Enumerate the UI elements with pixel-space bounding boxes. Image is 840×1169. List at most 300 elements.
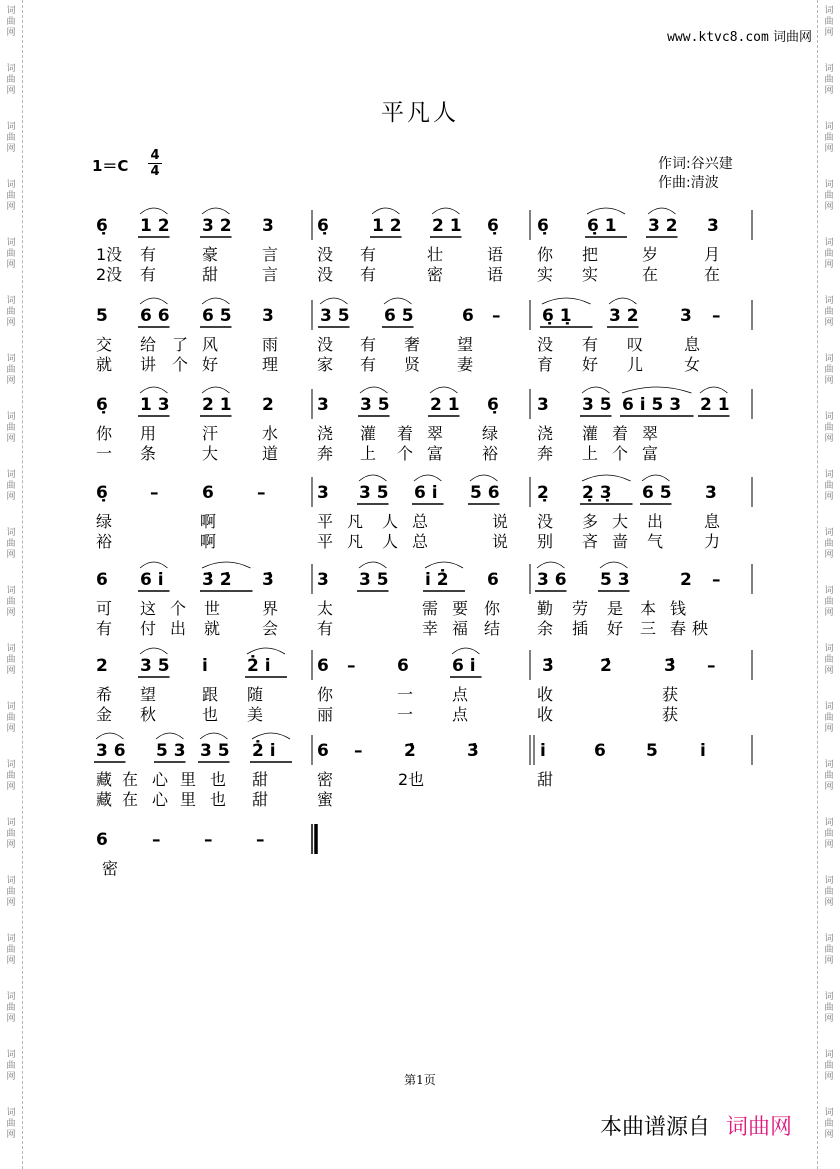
note: 5	[96, 306, 108, 326]
watermark-glyphs: 词 曲 网	[824, 1108, 834, 1140]
lyric-word: 吝	[582, 532, 599, 551]
note: 2̇ i	[247, 656, 271, 676]
notes-row	[92, 648, 757, 682]
lyric-word: 幸	[422, 619, 439, 638]
lyric-word: 裕	[96, 532, 113, 551]
key-signature: 1＝C	[92, 157, 129, 175]
note: 6̣	[487, 216, 499, 236]
notes-row	[92, 298, 757, 332]
lyric-word: 儿	[627, 355, 644, 374]
note: 6̣	[96, 483, 108, 503]
lyric-word: 秧	[692, 619, 709, 638]
lyric-word: 随	[247, 685, 264, 704]
lyric-word: 藏	[96, 790, 113, 809]
lyric-word: 浇	[317, 424, 334, 443]
lyric-word: 春	[670, 619, 687, 638]
lyric-word: 甜	[252, 790, 269, 809]
note: 3	[680, 306, 692, 326]
lyric-word: 力	[704, 532, 721, 551]
lyric-word: 密	[317, 770, 334, 789]
song-title: 平凡人	[381, 100, 459, 126]
source-text: 本曲谱源自	[599, 1115, 710, 1140]
note: 3 5	[359, 570, 389, 590]
lyric-word: 出	[647, 512, 664, 531]
lyric-word: 就	[96, 355, 113, 374]
lyric-word: 你	[317, 685, 334, 704]
lyric-word: 风	[202, 335, 219, 354]
watermark-glyphs: 词 曲 网	[824, 586, 834, 618]
lyric-word: 收	[537, 685, 554, 704]
lyric-word: 实	[582, 265, 599, 284]
lyric-word: 美	[247, 705, 264, 724]
lyric-word: 大	[202, 444, 219, 463]
lyric-word: 甜	[252, 770, 269, 789]
lyric-word: 有	[140, 265, 157, 284]
lyric-word: 没	[317, 335, 334, 354]
note: 2̣ 3̣	[582, 483, 612, 503]
note: 2 1	[430, 395, 460, 415]
watermark-glyphs: 词 曲 网	[824, 180, 834, 212]
lyric-word: 要	[452, 599, 469, 618]
lyric-word: 个	[170, 599, 187, 618]
lyric-word: 希	[96, 685, 113, 704]
lyric-word: 气	[647, 532, 664, 551]
lyric-word: 啊	[200, 512, 217, 531]
lyric-word: 没	[537, 512, 554, 531]
note: –	[257, 483, 266, 503]
watermark-glyphs: 词 曲 网	[6, 354, 16, 386]
note: 3̇	[262, 570, 274, 590]
lyric-word: 钱	[670, 599, 687, 618]
note: 2̇ i	[252, 741, 276, 761]
lyric-word: 在	[642, 265, 659, 284]
lyric-word: 获	[662, 685, 679, 704]
lyric-word: 育	[537, 355, 554, 374]
note: 6	[317, 741, 329, 761]
lyric-line-1	[92, 856, 757, 876]
lyric-word: 出	[170, 619, 187, 638]
note: 6 6	[140, 306, 170, 326]
lyric-word: 没	[317, 245, 334, 264]
lyric-word: 着	[612, 424, 629, 443]
lyric-word: 妻	[457, 355, 474, 374]
note: 6̣	[487, 395, 499, 415]
lyric-word: 雨	[262, 335, 279, 354]
watermark-glyphs: 词 曲 网	[824, 992, 834, 1024]
score-system	[92, 208, 757, 282]
lyric-word: 福	[452, 619, 469, 638]
lyric-line-2	[92, 616, 757, 636]
note: 2	[262, 395, 274, 415]
lyric-word: 甜	[202, 265, 219, 284]
lyric-word: 月	[704, 245, 721, 264]
lyric-word: 奢	[404, 335, 421, 354]
lyric-word: 太	[317, 599, 334, 618]
lyric-word: 叹	[627, 335, 644, 354]
watermark-glyphs: 词 曲 网	[824, 296, 834, 328]
lyric-word: 1没	[96, 245, 123, 264]
lyric-word: 岁	[642, 245, 659, 264]
note: –	[712, 306, 721, 326]
lyric-word: 有	[360, 245, 377, 264]
lyric-word: 平	[317, 532, 334, 551]
note: 3 5	[140, 656, 170, 676]
notes-row	[92, 208, 757, 242]
right-dashed-rule	[817, 0, 818, 1169]
note: 6 i	[414, 483, 438, 503]
watermark-glyphs: 词 曲 网	[824, 64, 834, 96]
note: –	[150, 483, 159, 503]
watermark-glyphs: 词 曲 网	[824, 470, 834, 502]
lyric-word: 好	[202, 355, 219, 374]
lyric-word: 劳	[572, 599, 589, 618]
note: 5 3	[600, 570, 630, 590]
lyric-word: 余	[537, 619, 554, 638]
note: 5	[646, 741, 658, 761]
lyric-word: 富	[427, 444, 444, 463]
note: 6	[317, 656, 329, 676]
note: 6	[462, 306, 474, 326]
note: i 2̇	[425, 570, 449, 590]
note: 3	[317, 570, 329, 590]
lyric-word: 也	[202, 705, 219, 724]
note: i	[202, 656, 208, 676]
score-system	[92, 648, 757, 722]
lyric-word: 汗	[202, 424, 219, 443]
lyric-word: 上	[360, 444, 377, 463]
note: 2 1	[432, 216, 462, 236]
score-system	[92, 475, 757, 549]
note: 6̣ 1̣	[542, 306, 572, 326]
note: 3̇	[467, 741, 479, 761]
note: 3 5	[582, 395, 612, 415]
lyric-word: 多	[582, 512, 599, 531]
note: 5 6	[470, 483, 500, 503]
lyric-word: 语	[487, 265, 504, 284]
lyric-word: 密	[427, 265, 444, 284]
lyric-word: 富	[642, 444, 659, 463]
lyric-word: 本	[640, 599, 657, 618]
lyric-word: 交	[96, 335, 113, 354]
lyric-word: 翠	[427, 424, 444, 443]
lyric-word: 息	[704, 512, 721, 531]
lyric-line-1	[92, 242, 757, 262]
lyric-word: 灌	[582, 424, 599, 443]
lyric-word: 没	[317, 265, 334, 284]
lyric-word: 蜜	[317, 790, 334, 809]
lyric-word: 望	[140, 685, 157, 704]
lyric-line-2	[92, 529, 757, 549]
lyric-word: 心	[152, 790, 169, 809]
note: 6	[487, 570, 499, 590]
time-signature-top: 4	[150, 148, 160, 163]
lyric-word: 条	[140, 444, 157, 463]
note: 6	[96, 570, 108, 590]
watermark-glyphs: 词 曲 网	[6, 1108, 16, 1140]
lyric-word: 言	[262, 265, 279, 284]
lyric-word: 需	[422, 599, 439, 618]
lyric-word: 2也	[398, 770, 425, 789]
watermark-glyphs: 词 曲 网	[6, 876, 16, 908]
note: 3 6	[96, 741, 126, 761]
watermark-glyphs: 词 曲 网	[6, 934, 16, 966]
score-system	[92, 387, 757, 461]
lyric-word: 道	[262, 444, 279, 463]
score-system	[92, 733, 757, 807]
lyric-word: 会	[262, 619, 279, 638]
lyric-word: 界	[262, 599, 279, 618]
note: 3 5	[359, 483, 389, 503]
lyric-word: 大	[612, 512, 629, 531]
watermark-glyphs: 词 曲 网	[6, 412, 16, 444]
note: –	[712, 570, 721, 590]
lyric-word: 奔	[537, 444, 554, 463]
note: 3̇	[542, 656, 554, 676]
note: 2 1	[202, 395, 232, 415]
watermark-glyphs: 词 曲 网	[824, 934, 834, 966]
lyric-word: 个	[172, 355, 189, 374]
lyric-word: 壮	[427, 245, 444, 264]
note: 6 i 5 3	[622, 395, 682, 415]
lyric-word: 收	[537, 705, 554, 724]
score-system	[92, 822, 757, 876]
note: 3	[262, 216, 274, 236]
note: 3̇ 2̇	[202, 570, 232, 590]
lyric-word: 把	[582, 245, 599, 264]
lyric-line-1	[92, 682, 757, 702]
lyric-word: 一	[96, 444, 113, 463]
note: 3	[317, 483, 329, 503]
lyric-word: 跟	[202, 685, 219, 704]
note: i	[700, 741, 706, 761]
score-system	[92, 562, 757, 636]
lyric-word: 说	[492, 512, 509, 531]
note: 6 i	[452, 656, 476, 676]
lyric-line-2	[92, 702, 757, 722]
lyric-word: 理	[262, 355, 279, 374]
lyric-line-1	[92, 421, 757, 441]
lyric-line-2	[92, 441, 757, 461]
note: –	[347, 656, 356, 676]
lyric-word: 总	[412, 532, 429, 551]
lyric-word: 凡	[347, 532, 364, 551]
notes-row	[92, 733, 757, 767]
note: i	[540, 741, 546, 761]
lyric-word: 有	[360, 265, 377, 284]
lyric-word: 凡	[347, 512, 364, 531]
lyric-word: 有	[96, 619, 113, 638]
lyric-word: 望	[457, 335, 474, 354]
lyric-word: 翠	[642, 424, 659, 443]
lyric-word: 讲	[140, 355, 157, 374]
note: 1 2	[372, 216, 402, 236]
note: 1 2	[140, 216, 170, 236]
watermark-glyphs: 词 曲 网	[6, 296, 16, 328]
lyric-word: 2没	[96, 265, 123, 284]
site-url: www.ktvc8.com	[667, 30, 769, 45]
note: 3	[707, 216, 719, 236]
notes-row	[92, 387, 757, 421]
lyric-word: 你	[537, 245, 554, 264]
note: –	[492, 306, 501, 326]
watermark-glyphs: 词 曲 网	[824, 1050, 834, 1082]
lyric-word: 绿	[482, 424, 499, 443]
watermark-glyphs: 词 曲 网	[6, 238, 16, 270]
lyric-word: 人	[382, 512, 399, 531]
lyric-word: 付	[140, 619, 157, 638]
note: 3 6	[537, 570, 567, 590]
watermark-glyphs: 词 曲 网	[824, 760, 834, 792]
lyric-word: 有	[140, 245, 157, 264]
note: 3 5	[320, 306, 350, 326]
note: 3 2	[202, 216, 232, 236]
lyric-word: 实	[537, 265, 554, 284]
lyric-word: 了	[172, 335, 189, 354]
note: 2	[96, 656, 108, 676]
notes-row	[92, 475, 757, 509]
note: 2̣	[537, 483, 549, 503]
note: 6̣	[317, 216, 329, 236]
lyric-word: 心	[152, 770, 169, 789]
lyric-line-1	[92, 509, 757, 529]
lyric-word: 好	[607, 619, 624, 638]
lyric-word: 人	[382, 532, 399, 551]
lyric-word: 在	[704, 265, 721, 284]
lyric-word: 金	[96, 705, 113, 724]
lyric-word: 你	[484, 599, 501, 618]
lyric-word: 总	[412, 512, 429, 531]
lyric-word: 这	[140, 599, 157, 618]
lyric-word: 甜	[537, 770, 554, 789]
lyric-word: 世	[204, 599, 221, 618]
note: –	[707, 656, 716, 676]
lyric-word: 言	[262, 245, 279, 264]
watermark-glyphs: 词 曲 网	[6, 644, 16, 676]
lyric-word: 奔	[317, 444, 334, 463]
lyric-word: 有	[360, 335, 377, 354]
left-dashed-rule	[22, 0, 23, 1169]
lyric-word: 语	[487, 245, 504, 264]
watermark-glyphs: 词 曲 网	[824, 876, 834, 908]
note: –	[354, 741, 363, 761]
composer-credit: 作曲:清波	[658, 175, 719, 191]
note: 3 5	[360, 395, 390, 415]
lyric-word: 是	[607, 599, 624, 618]
watermark-glyphs: 词 曲 网	[6, 586, 16, 618]
note: 6	[96, 830, 108, 850]
note: –	[152, 830, 161, 850]
lyric-word: 秋	[140, 705, 157, 724]
note: 6 5	[202, 306, 232, 326]
note: –	[256, 830, 265, 850]
notes-row	[92, 562, 757, 596]
lyric-word: 里	[180, 790, 197, 809]
lyric-word: 没	[537, 335, 554, 354]
watermark-glyphs: 词 曲 网	[824, 528, 834, 560]
lyric-word: 点	[452, 705, 469, 724]
watermark-glyphs: 词 曲 网	[6, 992, 16, 1024]
lyric-word: 藏	[96, 770, 113, 789]
lyric-word: 在	[122, 770, 139, 789]
lyric-word: 说	[492, 532, 509, 551]
site-label	[667, 26, 812, 45]
watermark-glyphs: 词 曲 网	[6, 6, 16, 38]
lyric-word: 里	[180, 770, 197, 789]
note: 6̣	[537, 216, 549, 236]
lyric-word: 个	[612, 444, 629, 463]
lyric-word: 贤	[404, 355, 421, 374]
note: 2̇	[600, 656, 612, 676]
watermark-glyphs: 词 曲 网	[824, 644, 834, 676]
lyric-word: 平	[317, 512, 334, 531]
lyric-word: 也	[210, 770, 227, 789]
watermark-glyphs: 词 曲 网	[6, 122, 16, 154]
watermark-glyphs: 词 曲 网	[824, 702, 834, 734]
lyric-word: 结	[484, 619, 501, 638]
watermark-glyphs: 词 曲 网	[824, 122, 834, 154]
note: 2̇	[404, 741, 416, 761]
lyric-word: 裕	[482, 444, 499, 463]
watermark-glyphs: 词 曲 网	[6, 528, 16, 560]
watermark-glyphs: 词 曲 网	[824, 412, 834, 444]
lyric-word: 丽	[317, 705, 334, 724]
lyric-word: 有	[360, 355, 377, 374]
score-system	[92, 298, 757, 372]
lyric-word: 一	[397, 705, 414, 724]
note: 6̣	[96, 216, 108, 236]
watermark-glyphs: 词 曲 网	[824, 6, 834, 38]
watermark-glyphs: 词 曲 网	[824, 818, 834, 850]
time-signature	[148, 148, 162, 179]
lyric-word: 家	[317, 355, 334, 374]
lyric-word: 点	[452, 685, 469, 704]
lyric-word: 息	[684, 335, 701, 354]
site-name: 词曲网	[772, 30, 812, 45]
note: 3	[262, 306, 274, 326]
source-brand: 词曲网	[725, 1115, 792, 1140]
lyric-word: 勤	[537, 599, 554, 618]
note: 6	[594, 741, 606, 761]
note: 6	[202, 483, 214, 503]
note: 3 5	[200, 741, 230, 761]
watermark-glyphs: 词 曲 网	[6, 180, 16, 212]
note: 5 3	[156, 741, 186, 761]
note: 3	[537, 395, 549, 415]
note: 1 3	[140, 395, 170, 415]
lyric-word: 灌	[360, 424, 377, 443]
lyric-word: 有	[582, 335, 599, 354]
lyric-line-2	[92, 352, 757, 372]
page-number: 第1页	[404, 1073, 436, 1087]
note: 3̇	[664, 656, 676, 676]
lyric-word: 着	[397, 424, 414, 443]
lyric-line-1	[92, 596, 757, 616]
lyric-line-1	[92, 767, 757, 787]
lyric-word: 用	[140, 424, 157, 443]
watermark-glyphs: 词 曲 网	[6, 1050, 16, 1082]
lyric-word: 获	[662, 705, 679, 724]
watermark-glyphs: 词 曲 网	[824, 238, 834, 270]
lyric-word: 也	[210, 790, 227, 809]
lyric-word: 好	[582, 355, 599, 374]
lyric-word: 你	[96, 424, 113, 443]
note: 6 5	[642, 483, 672, 503]
note: 6̣ 1	[587, 216, 617, 236]
lyric-word: 在	[122, 790, 139, 809]
lyric-word: 插	[572, 619, 589, 638]
lyric-line-2	[92, 787, 757, 807]
lyric-word: 一	[397, 685, 414, 704]
